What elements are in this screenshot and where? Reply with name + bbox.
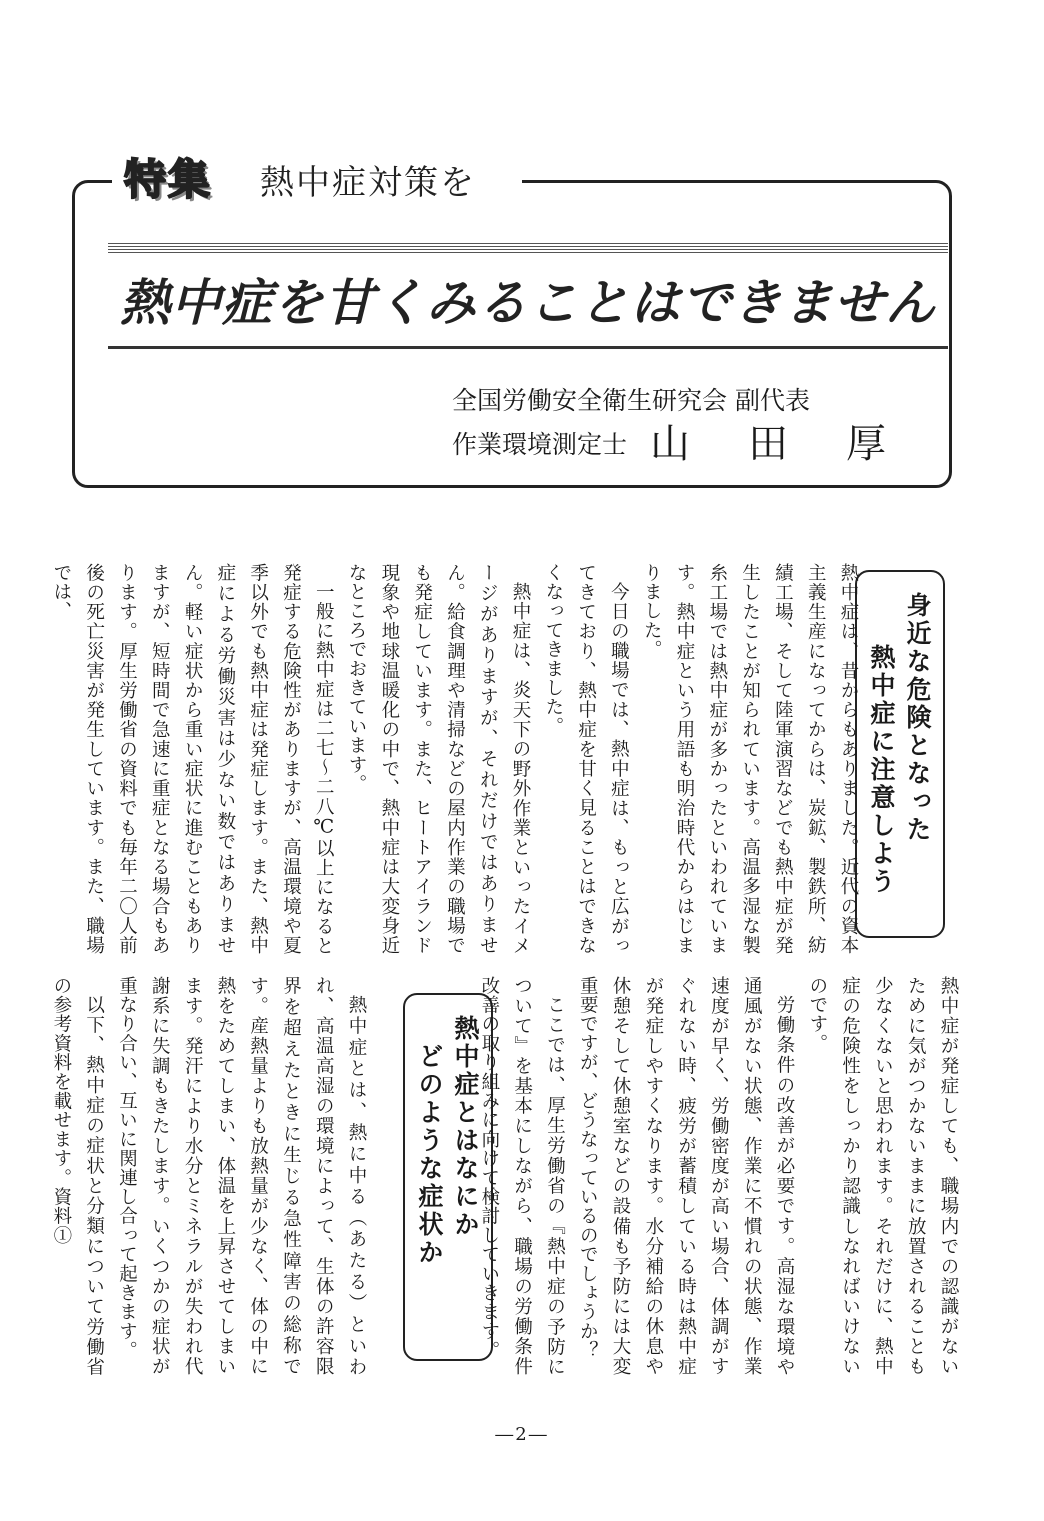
author-role: 作業環境測定士 xyxy=(452,430,628,459)
special-badge: 特集 xyxy=(124,155,213,204)
title-underline xyxy=(108,346,948,349)
body-upper-tier xyxy=(50,563,964,955)
body-paragraph: 熱中症とは、熱に中る（あたる）といわれ、高温高湿の環境によって、生体の許容限界を超えたときに生じる急性障害の総称です。産熱量よりも放熱量が少なく、体の中に熱をためてしまい、体温を上昇させてしまいます。発汗により水分とミネラルが失われ代謝系に失調もきたします。いくつかの症状が重なり合い、互いに関連し合って起きます。 xyxy=(116,976,368,1376)
body-paragraph: 今日の職場では、熱中症は、もっと広がってきており、熱中症を甘く見ることはできなくなってきました。 xyxy=(542,563,630,955)
body-paragraph: 一般に熱中症は二七～二八℃以上になると発症する危険性がありますが、高温環境や夏季以外でも熱中症は発症します。また、熱中症による労働災害は少ない数ではありません。軽い症状から重い症状に進むこともありますが、短時間で急速に重症となる場合もあります。厚生労働省の資料でも毎年二〇人前後の死亡災害が発生しています。また、職場では、 xyxy=(50,563,335,955)
section-heading-1-line2: 熱中症に注意しよう xyxy=(867,644,896,896)
body-paragraph: ここでは、厚生労働省の『熱中症の予防について』を基本にしながら、職場の労働条件改善の取り組みに向けて検討していきます。 xyxy=(478,976,566,1376)
body-paragraph: 熱中症は、炎天下の野外作業といったイメージがありますが、それだけではありません。給食調理や清掃などの屋内作業の職場でも発症しています。また、ヒートアイランド現象や地球温暖化の中で、熱中症は大変身近なところでおきています。 xyxy=(346,563,532,955)
body-paragraph: 熱中症は、昔からもありました。近代の資本主義生産になってからは、炭鉱、製鉄所、紡績工場、そして陸軍演習などでも熱中症が発生したことが知られています。高温多湿な製糸工場では熱中症が多かったといわれています。熱中症という用語も明治時代からはじまりました。 xyxy=(641,563,859,955)
section-heading-2-line1: 熱中症とはなにか xyxy=(451,1015,480,1239)
body-lower-tier xyxy=(50,976,964,1376)
page-number: ―2― xyxy=(495,1424,549,1445)
section-heading-1-line1: 身近な危険となった xyxy=(903,592,932,844)
section-heading-2-line2: どのような症状か xyxy=(415,1043,444,1267)
title-rule-band xyxy=(108,243,948,255)
author-name: 山田厚 xyxy=(650,421,944,467)
author-organization: 全国労働安全衛生研究会 副代表 xyxy=(452,386,810,415)
body-paragraph: 以下、熱中症の症状と分類について労働省の参考資料を載せます。資料① xyxy=(50,976,105,1376)
body-paragraph: 熱中症が発症しても、職場内での認識がないために気がつかないままに放置されることも少なくないと思われます。それだけに、熱中症の危険性をしっかり認識しなればいけないのです。 xyxy=(806,976,959,1376)
body-paragraph: 労働条件の改善が必要です。高湿な環境や通風がない状態、作業に不慣れの状態、作業速度が早く、労働密度が高い場合、体調がすぐれない時、疲労が蓄積している時は熱中症が発症しやすくなります。水分補給の休息や休憩そして休憩室などの設備も予防には大変重要ですが、どうなっているのでしょうか？ xyxy=(577,976,796,1376)
series-title: 熱中症対策を xyxy=(260,163,476,203)
article-title: 熱中症を甘くみることはできません xyxy=(120,274,936,332)
